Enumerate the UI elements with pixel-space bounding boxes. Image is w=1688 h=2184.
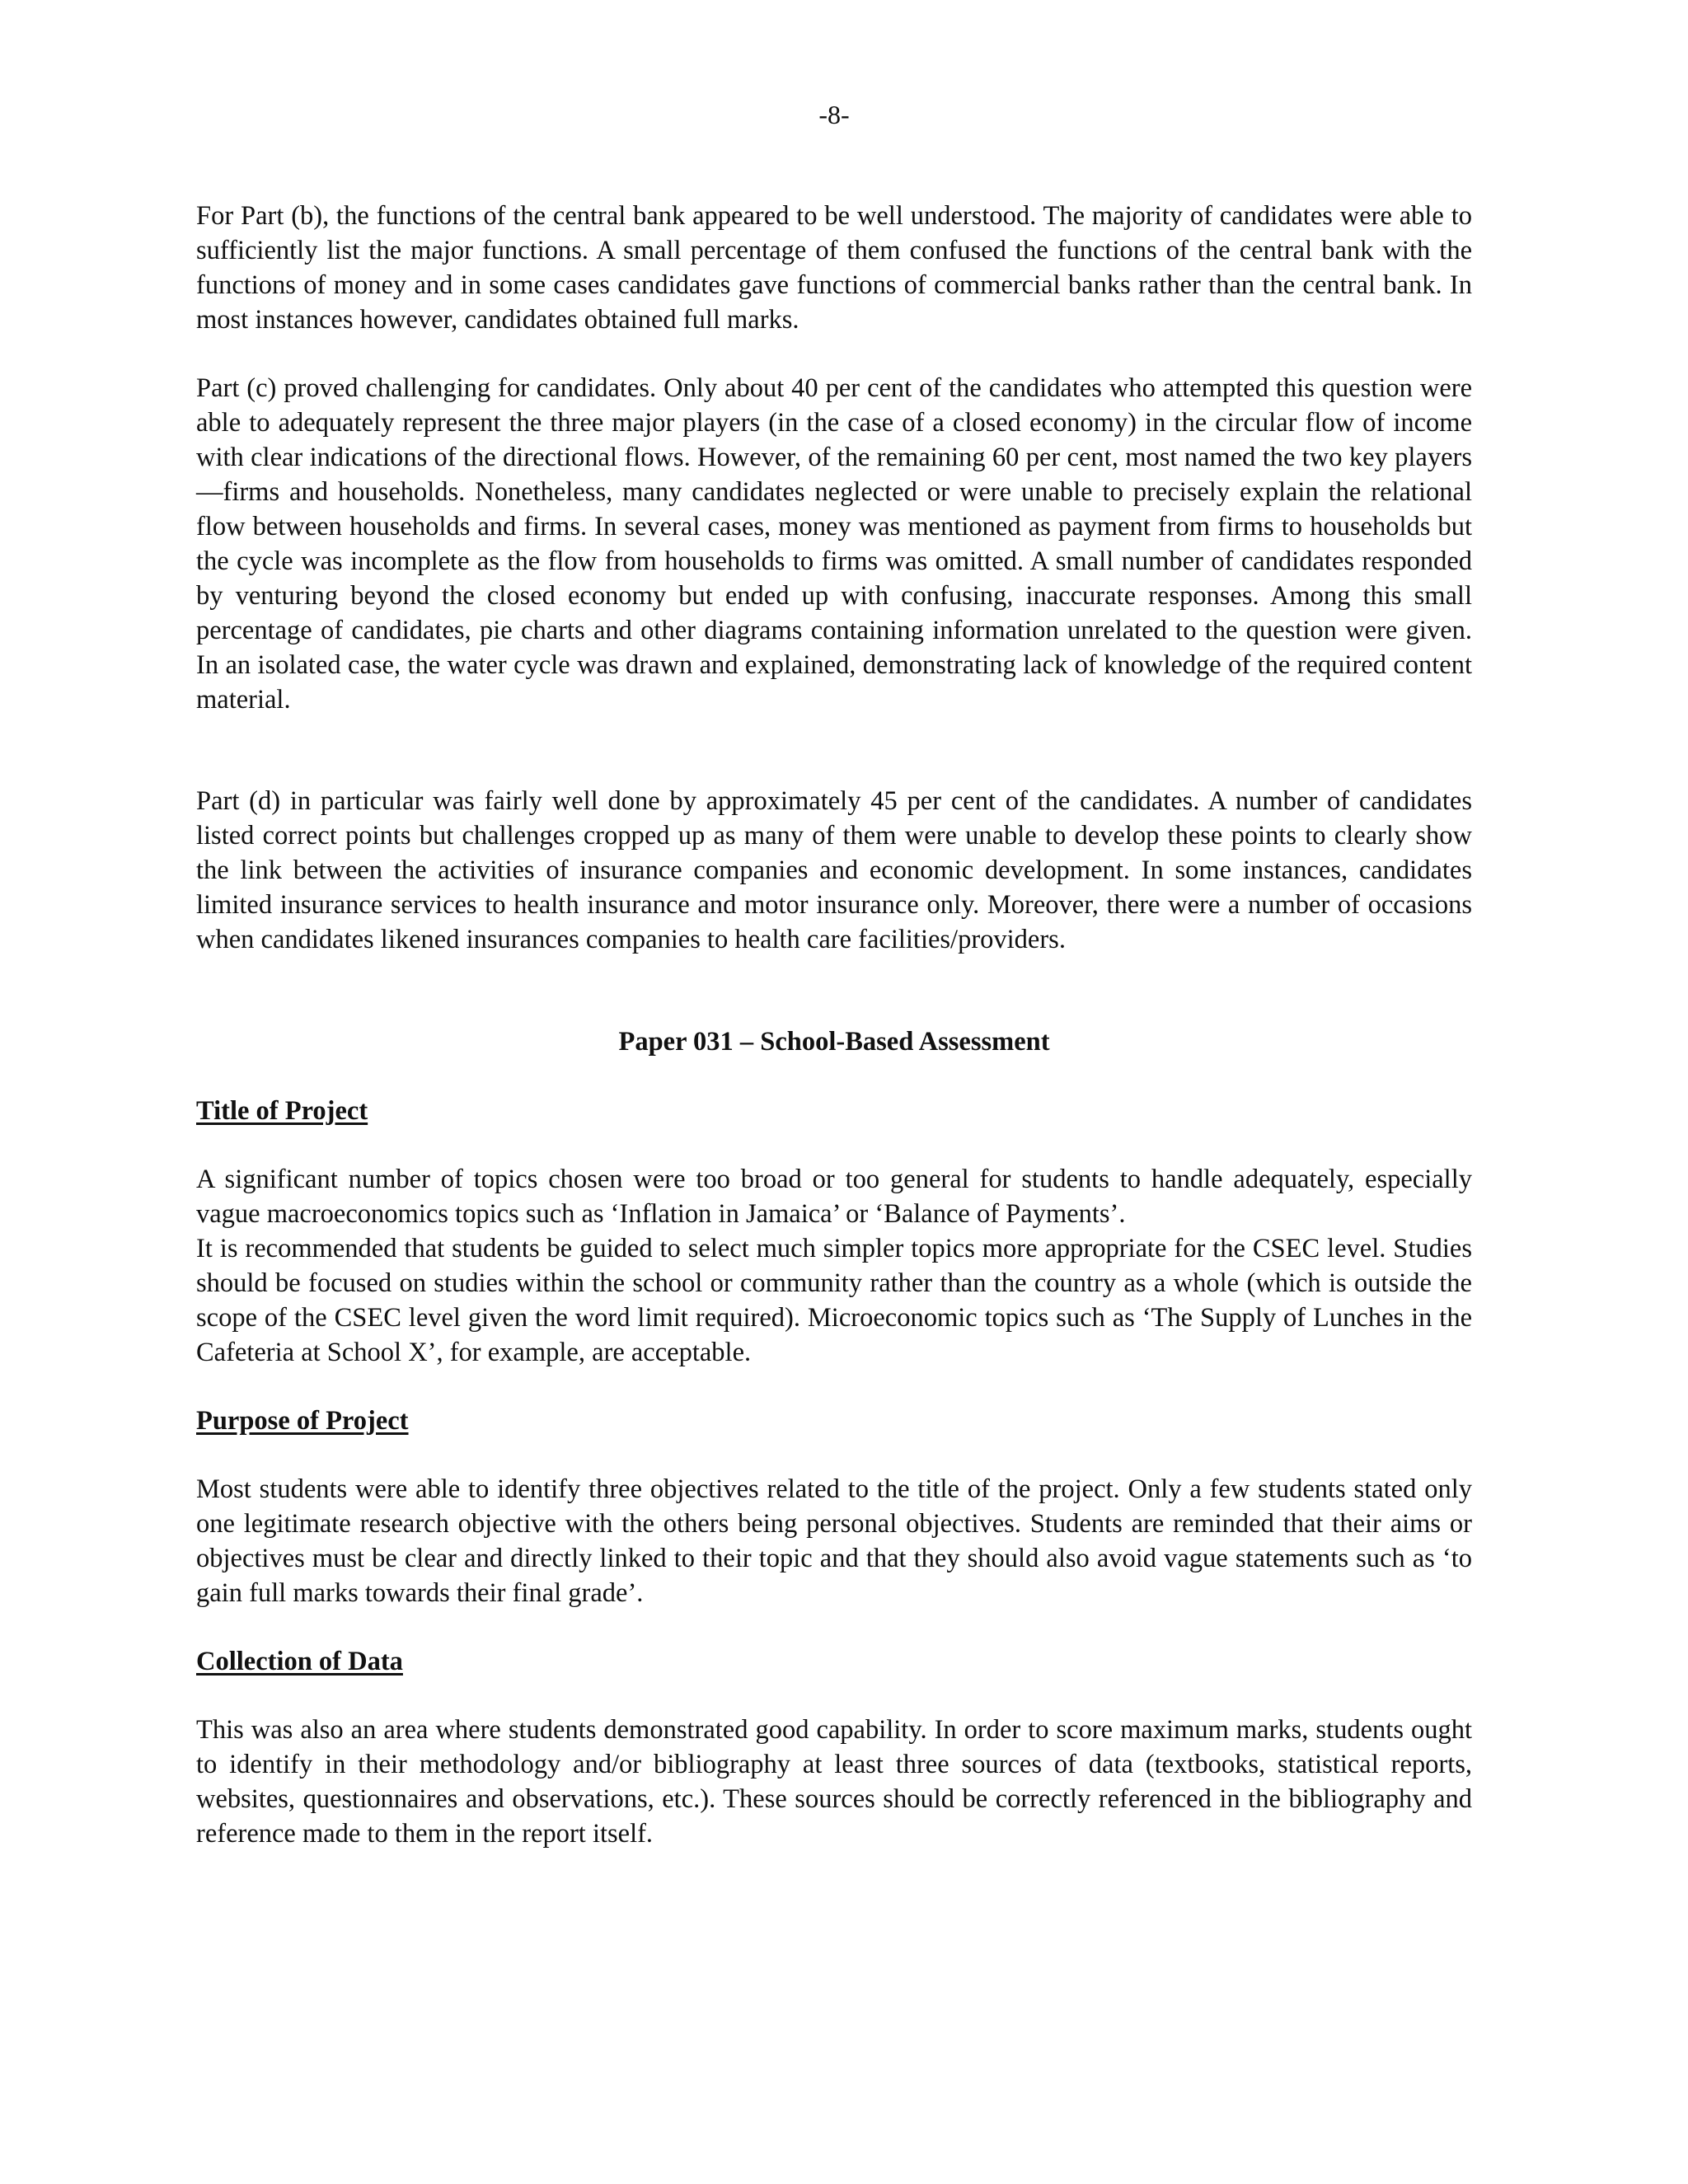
page-number: -8-	[818, 100, 850, 129]
paragraph-part-d: Part (d) in particular was fairly well done by approximately 45 per cent of the candidates. A number of candidates listed correct points but challenges cropped up as many of them were unable to develop these points to clearly show the link between the activities of insurance companies and economic development. In some instances, candidates limited insurance services to health insurance and motor insurance only. Moreover, there were a number of occasions when candidates likened insurances companies to health care facilities/providers.	[196, 786, 1472, 954]
purpose-of-project-heading: Purpose of Project	[196, 1406, 409, 1436]
section-heading: Paper 031 – School-Based Assessment	[618, 1027, 1050, 1057]
purpose-of-project-body: Most students were able to identify three objectives related to the title of the project. Only a few students stated only one legitimate research objective with the others being personal objectives. Students are reminded that their aims or objectives must be clear and directly linked to their topic and that they should also avoid vague statements such as ‘to gain full marks towards their final grade’.	[196, 1474, 1472, 1608]
collection-of-data-heading: Collection of Data	[196, 1647, 403, 1676]
title-of-project-heading: Title of Project	[196, 1096, 368, 1126]
collection-of-data-body: This was also an area where students demonstrated good capability. In order to score maximum marks, students ought to identify in their methodology and/or bibliography at least three sources of data (textbooks, statistical reports, websites, questionnaires and observations, etc.). These sources should be correctly referenced in the bibliography and reference made to them in the report itself.	[196, 1715, 1472, 1849]
paragraph-part-b: For Part (b), the functions of the central bank appeared to be well understood. The majority of candidates were able to sufficiently list the major functions. A small percentage of them confused the functions of the central bank with the functions of money and in some cases candidates gave functions of commercial banks rather than the central bank. In most instances however, candidates obtained full marks.	[196, 201, 1472, 335]
paragraph-part-c: Part (c) proved challenging for candidates. Only about 40 per cent of the candidates who attempted this question were able to adequately represent the three major players (in the case of a closed economy) in the circular flow of income with clear indications of the directional flows. However, of the remaining 60 per cent, most named the two key players—firms and households. Nonetheless, many candidates neglected or were unable to precisely explain the relational flow between households and firms. In several cases, money was mentioned as payment from firms to households but the cycle was incomplete as the flow from households to firms was omitted. A small number of candidates responded by venturing beyond the closed economy but ended up with confusing, inaccurate responses. Among this small percentage of candidates, pie charts and other diagrams containing information unrelated to the question were given. In an isolated case, the water cycle was drawn and explained, demonstrating lack of knowledge of the required content material.	[196, 373, 1472, 715]
title-of-project-body-1: A significant number of topics chosen were too broad or too general for students to handle adequately, especially vague macroeconomics topics such as ‘Inflation in Jamaica’ or ‘Balance of Payments’.	[196, 1165, 1472, 1229]
title-of-project-body-2: It is recommended that students be guided to select much simpler topics more appropriate for the CSEC level. Studies should be focused on studies within the school or community rather than the country as a whole (which is outside the scope of the CSEC level given the word limit required). Microeconomic topics such as ‘The Supply of Lunches in the Cafeteria at School X’, for example, are acceptable.	[196, 1234, 1472, 1367]
